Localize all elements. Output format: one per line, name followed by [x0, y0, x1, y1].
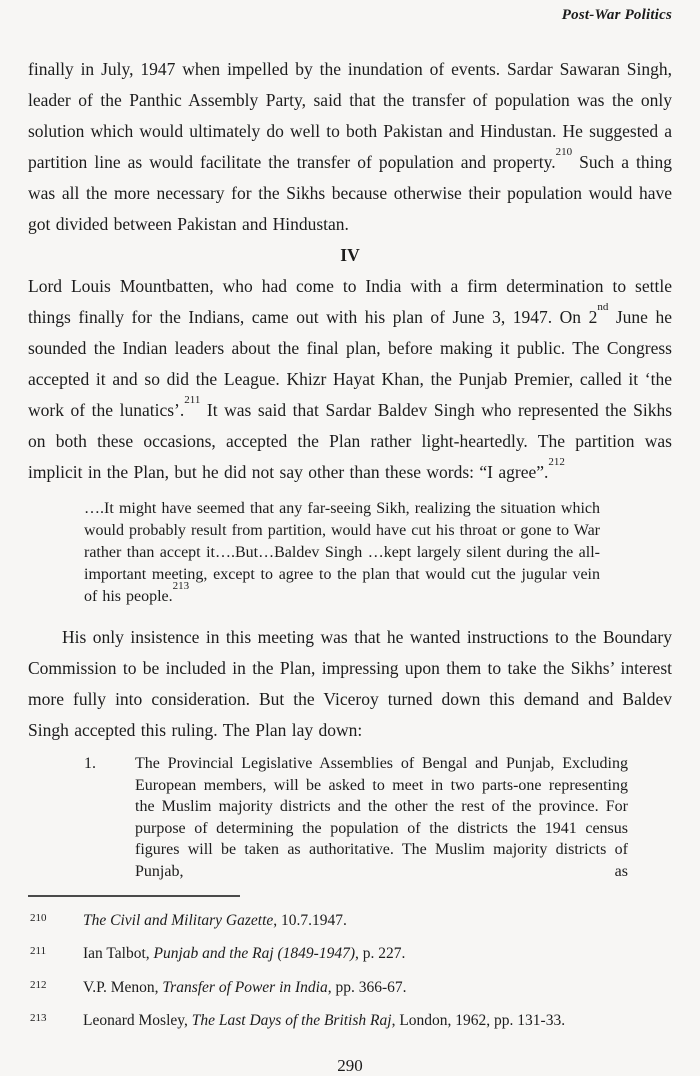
paragraph-1-text-cont: Such a thing was all the more necessary for the Sikhs because otherwise their population would have got divided between Pakistan and Hindustan. — [28, 152, 672, 234]
footnote-text-italic: The Civil and Military Gazette — [83, 911, 274, 929]
footnote-text-italic: The Last Days of the British Raj — [191, 1012, 392, 1029]
footnote-text-plain: , p. 227. — [355, 945, 406, 962]
footnotes-section — [28, 895, 672, 1031]
running-header: Post-War Politics — [561, 7, 672, 23]
paragraph-2 — [28, 271, 672, 488]
footnote-number: 210 — [30, 911, 47, 924]
footnote-text-plain: Leonard Mosley, — [83, 1012, 192, 1029]
list-item-number: 1. — [84, 755, 96, 772]
paragraph-2-text-cont: June he sounded the Indian leaders about the final plan, before making it public. The Congress accepted it and so did the League. Khizr Hayat Khan, the Punjab Premier, called it ‘the work of the lunatics’. — [28, 307, 672, 420]
paragraph-1-text: finally in July, 1947 when impelled by the inundation of events. Sardar Sawaran Singh, leader of the Panthic Assembly Party, said that the transfer of population was the only solution which would ultimately do well to both Pakistan and Hindustan. He suggested a partition line as would facilitate the transfer of population and property. — [28, 59, 672, 172]
footnote-text-plain: , London, 1962, pp. 131-33. — [391, 1012, 566, 1029]
footnote-text-plain: , pp. 366-67. — [327, 978, 407, 996]
list-item-text: The Provincial Legislative Assemblies of Bengal and Punjab, Excluding European members, will be asked to meet in two parts-one representing the Muslim majority districts and the other the rest of the province. For purpose of determining the population of the districts the 1941 census figures will be taken as authoritative. The Muslim majority districts of Punjab, as — [135, 755, 628, 880]
footnote-212 — [28, 978, 672, 998]
footnote-number: 211 — [30, 945, 47, 957]
footnote-text-plain: V.P. Menon, — [83, 978, 163, 996]
main-text-block — [28, 54, 672, 882]
block-quote — [84, 498, 600, 608]
footnote-separator — [28, 895, 240, 897]
footnote-210 — [28, 911, 672, 931]
paragraph-2-text: Lord Louis Mountbatten, who had come to India with a firm determination to settle things finally for the Indians, came out with his plan of June 3, 1947. On 2 — [28, 276, 672, 327]
footnote-text — [83, 979, 407, 996]
page-number: 290 — [337, 1056, 363, 1075]
section-heading: IV — [340, 245, 360, 265]
ordinal-superscript: nd — [597, 301, 609, 314]
paragraph-2-text-cont2: It was said that Sardar Baldev Singh who represented the Sikhs on both these occasions, accepted the Plan rather light-heartedly. The partition was implicit in the Plan, but he did not say other than these words: “I agree”. — [28, 400, 672, 482]
footnote-number: 213 — [30, 1012, 47, 1024]
footnote-text — [83, 1012, 565, 1029]
footnote-text — [83, 912, 347, 929]
numbered-list-item-1 — [28, 753, 672, 882]
footnote-text-italic: Transfer of Power in India — [162, 978, 328, 996]
footnote-text-italic: Punjab and the Raj (1849-1947) — [153, 945, 355, 962]
footnote-211 — [28, 944, 672, 964]
footnote-ref-211: 211 — [184, 394, 201, 407]
footnote-text-plain: Ian Talbot, — [83, 945, 154, 962]
footnote-text — [83, 945, 405, 962]
footnote-213 — [28, 1011, 672, 1031]
footnote-text-plain: , 10.7.1947. — [273, 911, 347, 929]
footnote-ref-213: 213 — [172, 579, 190, 592]
footnote-ref-212: 212 — [548, 456, 565, 469]
footnote-number: 212 — [30, 978, 47, 991]
paragraph-1 — [28, 54, 672, 240]
footnote-ref-210: 210 — [555, 146, 573, 159]
block-quote-text: ….It might have seemed that any far-seeing Sikh, realizing the situation which would probably result from partition, would have cut his throat or gone to War rather than accept it….But…Baldev Singh …kept largely silent during the all-important meeting, except to agree to the plan that would cut the jugular vein of his people. — [84, 500, 600, 605]
paragraph-3: His only insistence in this meeting was that he wanted instructions to the Boundary Commission to be included in the Plan, impressing upon them to take the Sikhs’ interest more fully into consideration. But the Viceroy turned down this demand and Baldev Singh accepted this ruling. The Plan lay down: — [28, 627, 672, 740]
